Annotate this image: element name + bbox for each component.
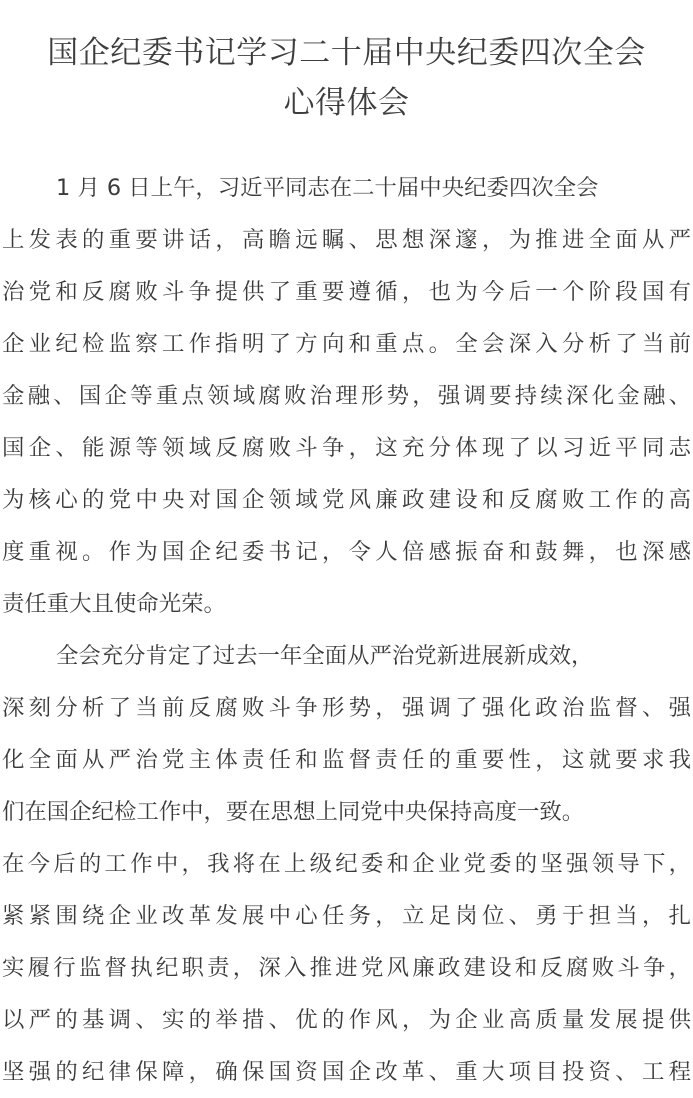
paragraph-line: 国企、能源等领域反腐败斗争，这充分体现了以习近平同志 <box>2 435 691 461</box>
paragraph-line: 企业纪检监察工作指明了方向和重点。全会深入分析了当前 <box>2 331 691 357</box>
paragraph-line: 金融、国企等重点领域腐败治理形势，强调要持续深化金融、 <box>2 383 691 409</box>
paragraph-1 <box>0 162 693 630</box>
paragraph-line: 紧紧围绕企业改革发展中心任务，立足岗位、勇于担当，扎 <box>2 903 691 929</box>
paragraph-line: 治党和反腐败斗争提供了重要遵循，也为今后一个阶段国有 <box>2 279 691 305</box>
article-title <box>0 0 693 128</box>
title-line-1: 国企纪委书记学习二十届中央纪委四次全会 <box>47 35 646 71</box>
paragraph-line: 以严的基调、实的举措、优的作风，为企业高质量发展提供 <box>2 1007 691 1033</box>
title-line-2: 心得体会 <box>283 85 410 121</box>
article-body <box>0 162 693 1098</box>
paragraph-line: 实履行监督执纪职责，深入推进党风廉政建设和反腐败斗争， <box>2 955 691 981</box>
paragraph-line: 们在国企纪检工作中，要在思想上同党中央保持高度一致。 <box>2 799 585 825</box>
paragraph-line: 为核心的党中央对国企领域党风廉政建设和反腐败工作的高 <box>2 487 691 513</box>
paragraph-line: 深刻分析了当前反腐败斗争形势，强调了强化政治监督、强 <box>2 695 691 721</box>
paragraph-line: 上发表的重要讲话，高瞻远瞩、思想深邃，为推进全面从严 <box>2 227 691 253</box>
paragraph-2 <box>0 630 693 1098</box>
paragraph-line: 在今后的工作中，我将在上级纪委和企业党委的坚强领导下， <box>2 851 691 877</box>
paragraph-line: 坚强的纪律保障，确保国资国企改革、重大项目投资、工程 <box>2 1059 691 1085</box>
paragraph-line: 化全面从严治党主体责任和监督责任的重要性，这就要求我 <box>2 747 691 773</box>
paragraph-line: 全会充分肯定了过去一年全面从严治党新进展新成效， <box>56 643 594 669</box>
paragraph-line: 度重视。作为国企纪委书记，令人倍感振奋和鼓舞，也深感 <box>2 539 691 565</box>
paragraph-line: 1 月 6 日上午，习近平同志在二十届中央纪委四次全会 <box>56 175 599 201</box>
paragraph-line: 责任重大且使命光荣。 <box>2 591 226 617</box>
